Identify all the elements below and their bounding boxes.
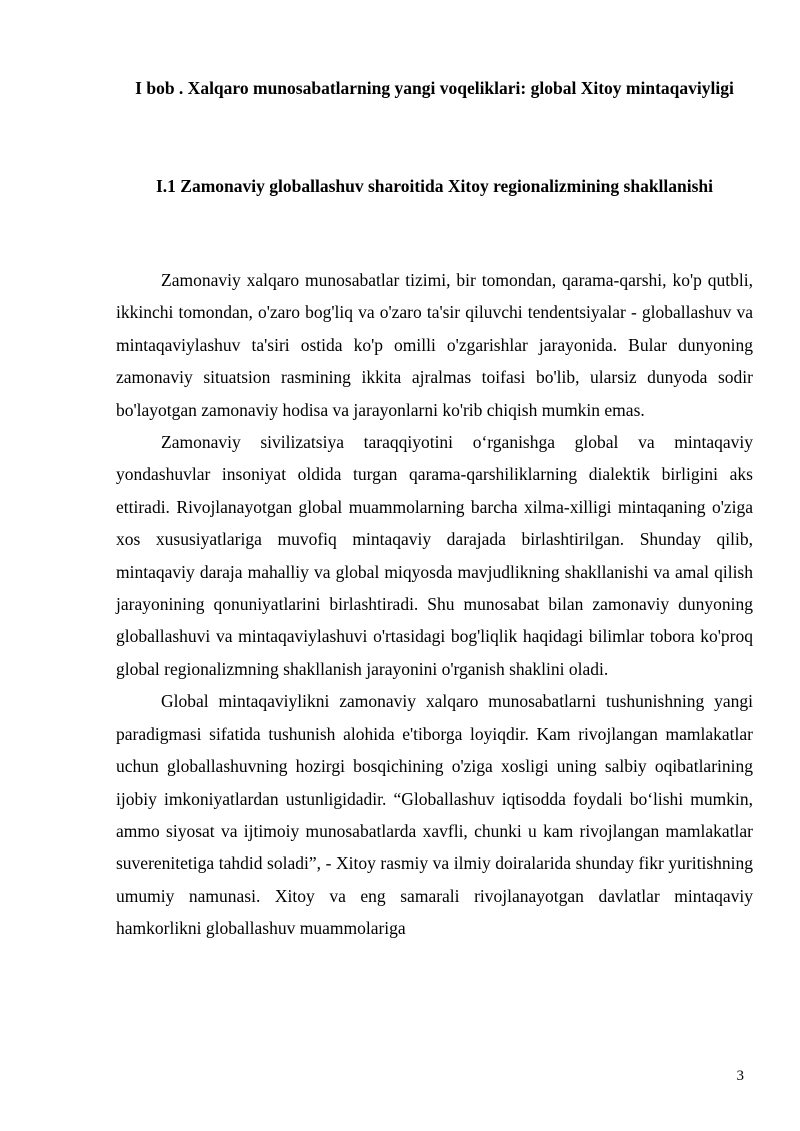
page-number: 3: [736, 1068, 744, 1084]
chapter-title: I bob . Xalqaro munosabatlarning yangi voqeliklari: global Xitoy mintaqaviyligi: [135, 78, 734, 98]
paragraph: Global mintaqaviylikni zamonaviy xalqaro munosabatlarni tushunishning yangi paradigmasi sifatida tushunish alohida e'tiborga loyiqdir. Kam rivojlangan mamlakatlar uchun globallashuvning hozirgi bosqichining o'ziga xosligi uning salbiy oqibatlarining ijobiy imkoniyatlardan ustunligidadir. “Globallashuv iqtisodda foydali bo‘lishi mumkin, ammo siyosat va ijtimoiy munosabatlarda xavfli, chunki u kam rivojlangan mamlakatlar suverenitetiga tahdid soladi”, - Xitoy rasmiy va ilmiy doiralarida shunday fikr yuritishning umumiy namunasi. Xitoy va eng samarali rivojlanayotgan davlatlar mintaqaviy hamkorlikni globallashuv muammolariga: [116, 691, 753, 939]
section-title: I.1 Zamonaviy globallashuv sharoitida Xitoy regionalizmining shakllanishi: [155, 176, 714, 196]
body-text: [116, 264, 753, 945]
paragraph: Zamonaviy xalqaro munosabatlar tizimi, bir tomondan, qarama-qarshi, ko'p qutbli, ikkinchi tomondan, o'zaro bog'liq va o'zaro ta'sir qiluvchi tendentsiyalar - globallashuv va mintaqaviylashuv ta'siri ostida ko'p omilli o'zgarishlar jarayonida. Bular dunyoning zamonaviy situatsion rasmining ikkita ajralmas toifasi bo'lib, ularsiz dunyoda sodir bo'layotgan zamonaviy hodisa va jarayonlarni ko'rib chiqish mumkin emas.: [116, 270, 753, 420]
paragraph: Zamonaviy sivilizatsiya taraqqiyotini o‘rganishga global va mintaqaviy yondashuvlar insoniyat oldida turgan qarama-qarshiliklarning dialektik birligini aks ettiradi. Rivojlanayotgan global muammolarning barcha xilma-xilligi mintaqaning o'ziga xos xususiyatlariga muvofiq mintaqaviy darajada birlashtirilgan. Shunday qilib, mintaqaviy daraja mahalliy va global miqyosda mavjudlikning shakllanishi va amal qilish jarayonining qonuniyatlarini birlashtiradi. Shu munosabat bilan zamonaviy dunyoning globallashuvi va mintaqaviylashuvi o'rtasidagi bog'liqlik haqidagi bilimlar tobora ko'proq global regionalizmning shakllanish jarayonini o'rganish shaklini oladi.: [116, 432, 753, 679]
